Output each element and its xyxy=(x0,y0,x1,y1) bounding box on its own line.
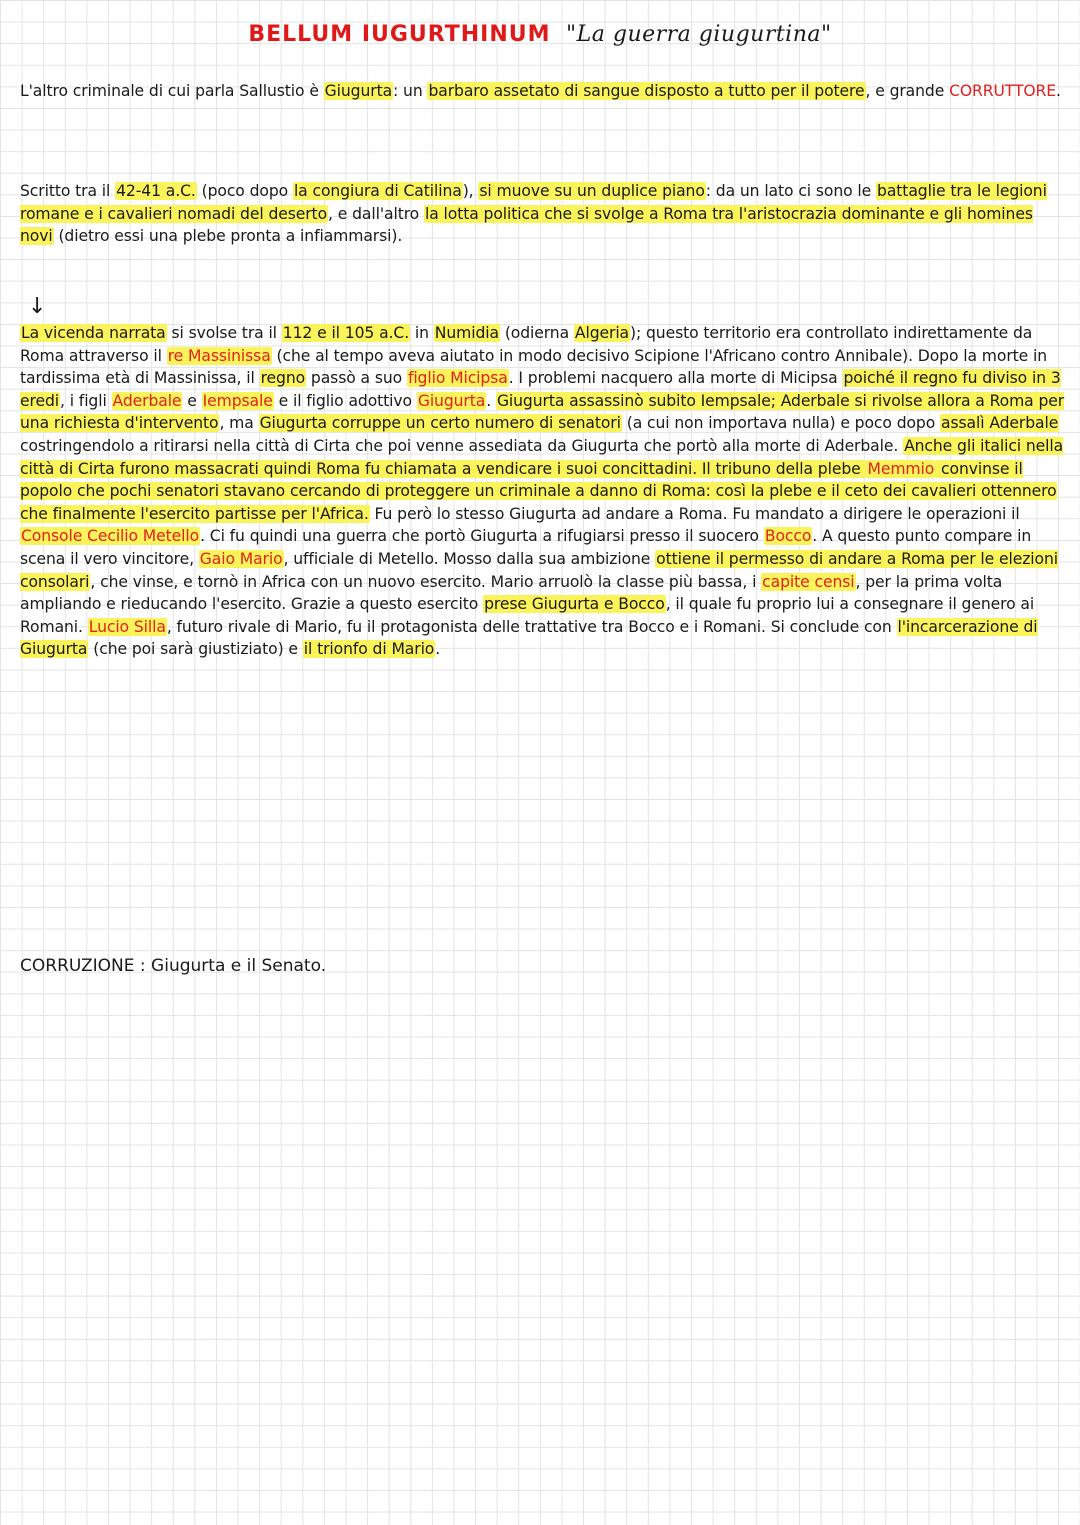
text-run: (dietro essi una plebe pronta a infiammarsi). xyxy=(53,227,403,246)
highlighted-text: assalì Aderbale xyxy=(941,414,1059,433)
red-text: CORRUTTORE xyxy=(949,82,1057,100)
context-paragraph xyxy=(20,180,1070,248)
down-arrow-icon: ↓ xyxy=(28,294,47,319)
highlighted-text: Giugurta xyxy=(324,82,393,100)
page-title xyxy=(0,22,1080,47)
text-run: , il quale fu proprio lui a consegnare il genero ai Romani. xyxy=(20,595,1035,636)
text-run: Si conclude con xyxy=(765,617,897,636)
text-run: (che poi sarà giustiziato) e xyxy=(88,640,303,659)
text-run: . xyxy=(435,640,441,659)
highlighted-text: Numidia xyxy=(434,324,499,342)
text-run: si svolse tra il xyxy=(166,324,282,342)
highlighted-text: Algeria xyxy=(574,324,630,342)
text-run: , e dall'altro xyxy=(328,204,424,223)
text-run: . A questo punto compare in scena il vero vincitore, xyxy=(20,527,1032,568)
title-main: BELLUM IUGURTHINUM xyxy=(248,22,551,47)
text-run: , ma xyxy=(219,414,259,433)
text-run: . Ci fu quindi una guerra che portò Giugurta a rifugiarsi presso il suocero xyxy=(200,527,764,546)
highlighted-red-text: Lucio Silla xyxy=(88,617,166,636)
text-run: e il figlio adottivo xyxy=(273,391,417,410)
title-subtitle: "La guerra giugurtina" xyxy=(566,22,832,47)
highlighted-text: battaglie tra le legioni romane e i cavalieri nomadi del deserto xyxy=(20,182,1047,223)
highlighted-text: convinse il popolo che pochi senatori stavano cercando di proteggere un criminale a danno di Roma: così la plebe e il ceto dei cavalieri ottennero che finalmente l'esercito partisse per l'Africa. xyxy=(20,459,1057,523)
highlighted-text: 112 e il 105 a.C. xyxy=(282,324,410,342)
highlighted-text: Giugurta corruppe un certo numero di senatori xyxy=(259,414,621,433)
highlighted-text: Anche gli italici nella città di Cirta furono massacrati quindi Roma fu chiamata a vendicare i suoi concittadini. Il tribuno della plebe xyxy=(20,436,1064,478)
text-run: L'altro criminale di cui parla Sallustio è xyxy=(20,82,324,100)
intro-paragraph xyxy=(20,80,1070,103)
text-run: ), xyxy=(462,182,479,200)
text-run: , e grande xyxy=(865,82,950,100)
text-run: (odierna xyxy=(499,324,574,342)
highlighted-text: regno xyxy=(260,369,306,388)
highlighted-text: si muove su un duplice piano xyxy=(479,182,705,200)
highlighted-red-text: Iempsale xyxy=(202,391,273,410)
highlighted-text: La vicenda narrata xyxy=(21,324,166,342)
text-run: (a cui non importava nulla) e poco dopo xyxy=(621,414,941,433)
text-run: passò a suo xyxy=(306,369,407,388)
highlighted-text: 42-41 a.C. xyxy=(116,182,196,200)
footer-note: CORRUZIONE : Giugurta e il Senato. xyxy=(20,956,327,976)
text-run: : da un lato ci sono le xyxy=(705,182,877,200)
text-run: Fu però lo stesso Giugurta ad andare a Roma. Fu mandato a dirigere le operazioni il xyxy=(369,504,1020,523)
highlighted-red-text: Gaio Mario xyxy=(199,549,283,568)
highlighted-text: il trionfo di Mario xyxy=(303,640,435,659)
highlighted-text: la lotta politica che si svolge a Roma tra l'aristocrazia dominante e gli homines novi xyxy=(20,204,1033,246)
highlighted-red-text: Aderbale xyxy=(112,391,182,410)
text-run: , ufficiale di Metello. Mosso dalla sua ambizione xyxy=(283,549,656,568)
text-run: , futuro rivale di Mario, fu il protagonista delle trattative tra Bocco e i Romani. xyxy=(166,617,766,636)
highlighted-red-text: capite censi xyxy=(762,572,855,591)
highlighted-red-text: Giugurta xyxy=(417,391,486,410)
text-run: : un xyxy=(393,82,428,100)
highlighted-text: l'incarcerazione di Giugurta xyxy=(20,617,1038,659)
text-run: . xyxy=(486,391,496,410)
text-run: , i figli xyxy=(60,391,112,410)
story-paragraph xyxy=(20,322,1070,661)
text-run: e xyxy=(182,391,202,410)
text-run: costringendolo a ritirarsi nella città di Cirta che poi venne assediata da Giugurta che portò alla morte di Aderbale. xyxy=(20,436,904,455)
highlighted-red-text: figlio Micipsa xyxy=(407,369,508,388)
highlighted-text: la congiura di Catilina xyxy=(293,182,462,200)
text-run: in xyxy=(410,324,434,342)
text-run: . xyxy=(1056,82,1061,100)
highlighted-text: barbaro assetato di sangue disposto a tutto per il potere xyxy=(428,82,865,100)
text-run: , che vinse, e tornò in Africa con un nuovo esercito. Mario arruolò la classe più bassa, i xyxy=(90,572,762,591)
text-run: (poco dopo xyxy=(196,182,293,200)
text-run: . I problemi nacquero alla morte di Micipsa xyxy=(508,369,843,388)
text-run: , per la prima volta ampliando e rieducando l'esercito. Grazie a questo esercito xyxy=(20,572,1003,614)
highlighted-red-text: Console Cecilio Metello xyxy=(21,527,200,546)
highlighted-text: prese Giugurta e Bocco xyxy=(484,595,665,614)
highlighted-red-text: re Massinissa xyxy=(167,346,271,365)
text-run: (che al tempo aveva aiutato in modo decisivo Scipione l'Africano contro Annibale). Dopo la morte in tardissima età di Massinissa, il xyxy=(20,346,1048,388)
highlighted-text: Giugurta assassinò subito Iempsale; Aderbale si rivolse allora a Roma per una richiesta d'intervento xyxy=(20,391,1065,433)
text-run: ); questo territorio era controllato indirettamente da Roma attraverso il xyxy=(20,324,1033,365)
highlighted-text: ottiene il permesso di andare a Roma per le elezioni consolari xyxy=(20,549,1058,591)
highlighted-text: poiché il regno fu diviso in 3 eredi xyxy=(20,369,1061,410)
text-run: Scritto tra il xyxy=(20,182,116,200)
highlighted-red-text: Bocco xyxy=(764,527,812,546)
highlighted-red-text: Memmio xyxy=(867,459,935,478)
